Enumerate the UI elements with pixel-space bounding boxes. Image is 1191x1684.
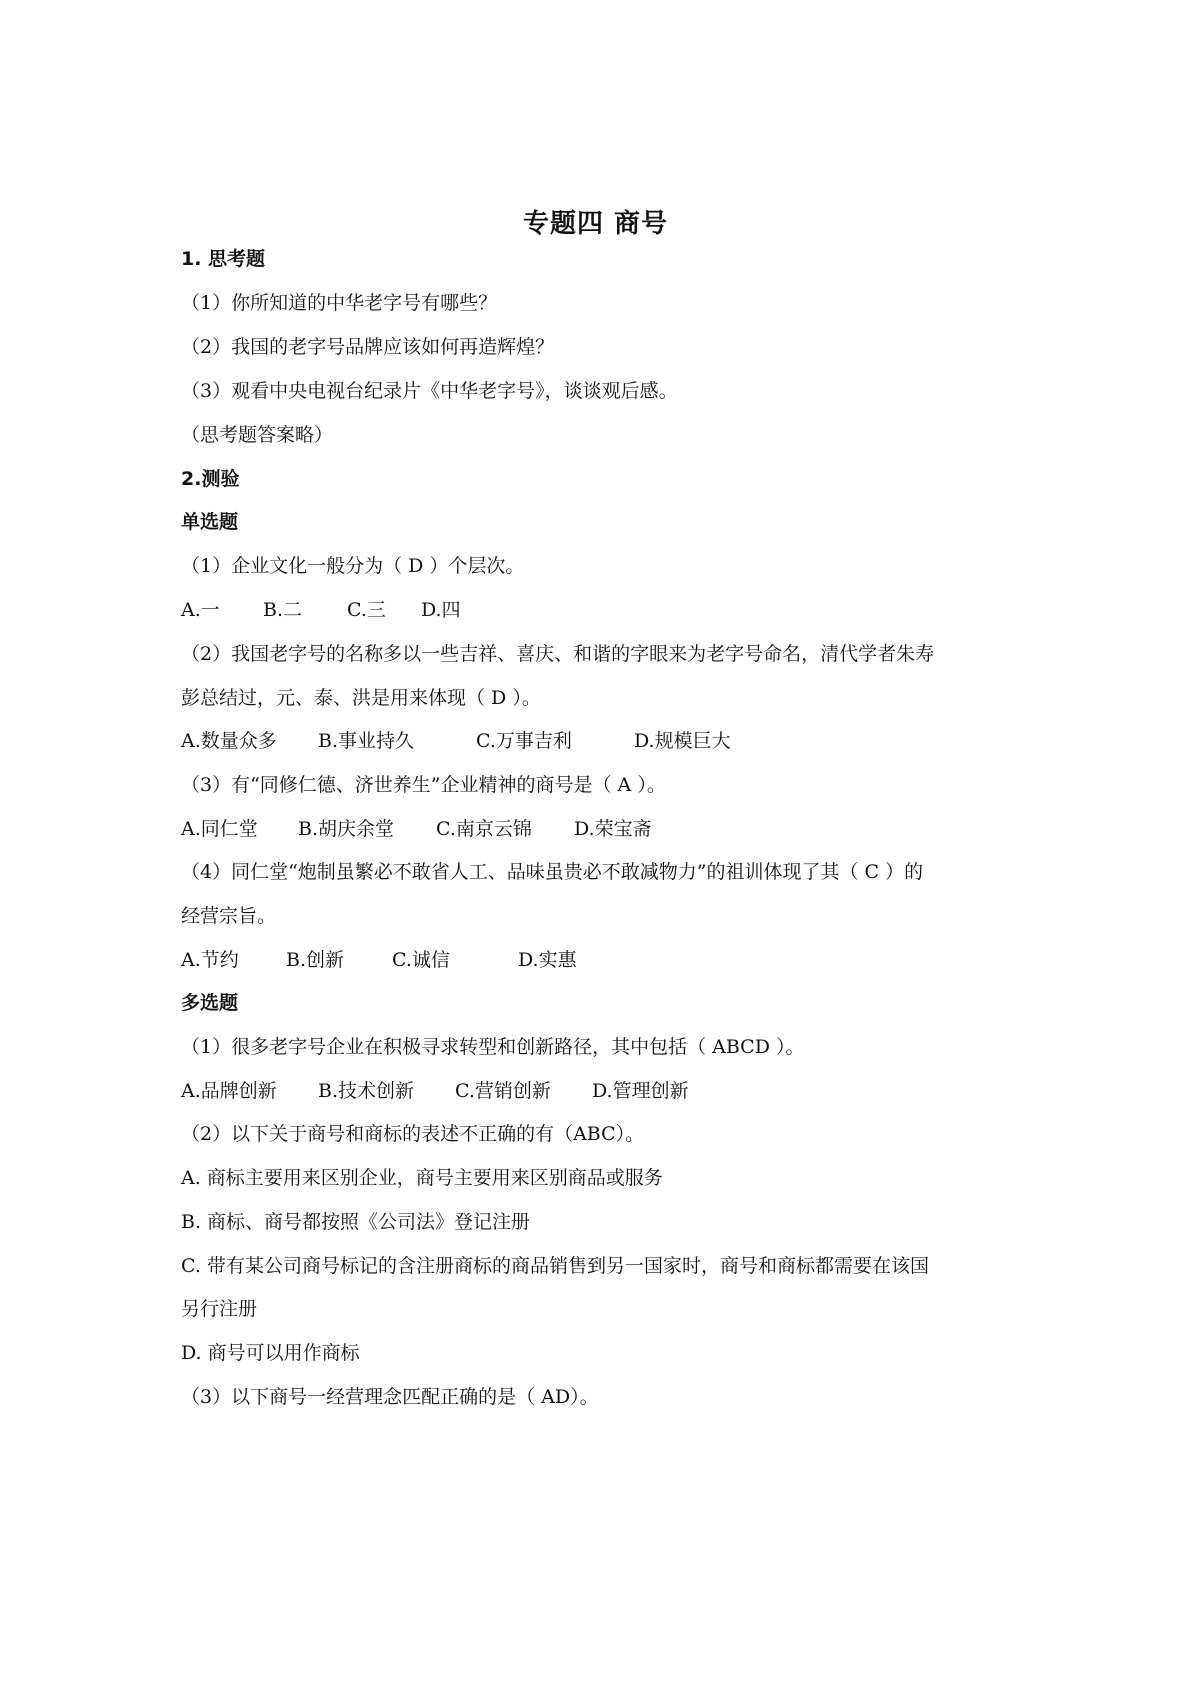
multi-question-2-option-c-line-1: C. 带有某公司商号标记的含注册商标的商品销售到另一国家时，商号和商标都需要在该国 bbox=[181, 1255, 929, 1277]
single-choice-heading: 单选题 bbox=[181, 511, 239, 533]
option-b: B.创新 bbox=[286, 949, 345, 971]
option-b: B.二 bbox=[263, 599, 303, 621]
multi-question-2-option-a: A. 商标主要用来区别企业，商号主要用来区别商品或服务 bbox=[181, 1167, 663, 1189]
multi-question-3-stem: （3）以下商号一经营理念匹配正确的是（ AD）。 bbox=[181, 1386, 599, 1408]
option-b: B.胡庆余堂 bbox=[298, 818, 395, 840]
option-b: B.事业持久 bbox=[318, 730, 415, 752]
option-d: D.管理创新 bbox=[592, 1080, 689, 1102]
thinking-question-1: （1）你所知道的中华老字号有哪些？ bbox=[181, 292, 498, 314]
option-a: A.品牌创新 bbox=[181, 1080, 277, 1102]
option-a: A.数量众多 bbox=[181, 730, 277, 752]
single-question-4-options bbox=[181, 947, 1031, 973]
multi-question-1-stem: （1）很多老字号企业在积极寻求转型和创新路径，其中包括（ ABCD ）。 bbox=[181, 1036, 805, 1058]
thinking-question-3: （3）观看中央电视台纪录片《中华老字号》，谈谈观后感。 bbox=[181, 380, 678, 402]
single-question-1-stem: （1）企业文化一般分为（ D ）个层次。 bbox=[181, 555, 525, 577]
option-a: A.节约 bbox=[181, 949, 239, 971]
option-c: C.三 bbox=[347, 599, 386, 621]
option-c: C.诚信 bbox=[392, 949, 450, 971]
option-a: A.同仁堂 bbox=[181, 818, 258, 840]
multi-question-2-stem: （2）以下关于商号和商标的表述不正确的有（ABC）。 bbox=[181, 1123, 645, 1145]
single-question-1-options bbox=[181, 597, 1031, 623]
option-a: A.一 bbox=[181, 599, 220, 621]
page-title: 专题四 商号 bbox=[522, 209, 669, 239]
thinking-question-2: （2）我国的老字号品牌应该如何再造辉煌？ bbox=[181, 336, 555, 358]
option-c: C.万事吉利 bbox=[476, 730, 572, 752]
multi-question-2-option-c-line-2: 另行注册 bbox=[181, 1298, 258, 1320]
option-d: D.实惠 bbox=[518, 949, 577, 971]
option-b: B.技术创新 bbox=[318, 1080, 415, 1102]
option-c: C.南京云锦 bbox=[436, 818, 532, 840]
single-question-2-stem-line-1: （2）我国老字号的名称多以一些吉祥、喜庆、和谐的字眼来为老字号命名，清代学者朱寿 bbox=[181, 643, 935, 665]
single-question-4-stem-line-2: 经营宗旨。 bbox=[181, 905, 277, 927]
section-heading-thinking: 1. 思考题 bbox=[181, 248, 266, 270]
single-question-3-options bbox=[181, 816, 1031, 842]
option-d: D.四 bbox=[421, 599, 461, 621]
option-d: D.荣宝斋 bbox=[574, 818, 652, 840]
option-c: C.营销创新 bbox=[455, 1080, 551, 1102]
multi-question-2-option-b: B. 商标、商号都按照《公司法》登记注册 bbox=[181, 1211, 531, 1233]
single-question-3-stem: （3）有“同修仁德、济世养生”企业精神的商号是（ A ）。 bbox=[181, 774, 666, 796]
multiple-choice-heading: 多选题 bbox=[181, 992, 239, 1014]
option-d: D.规模巨大 bbox=[634, 730, 731, 752]
multi-question-1-options bbox=[181, 1078, 1031, 1104]
multi-question-2-option-d: D. 商号可以用作商标 bbox=[181, 1342, 360, 1364]
single-question-2-stem-line-2: 彭总结过，元、泰、洪是用来体现（ D ）。 bbox=[181, 687, 541, 709]
single-question-4-stem-line-1: （4）同仁堂“炮制虽繁必不敢省人工、品味虽贵必不敢减物力”的祖训体现了其（ C ）的 bbox=[181, 861, 924, 883]
thinking-answer-note: （思考题答案略） bbox=[181, 424, 334, 446]
section-heading-quiz: 2.测验 bbox=[181, 468, 240, 490]
single-question-2-options bbox=[181, 728, 1031, 754]
